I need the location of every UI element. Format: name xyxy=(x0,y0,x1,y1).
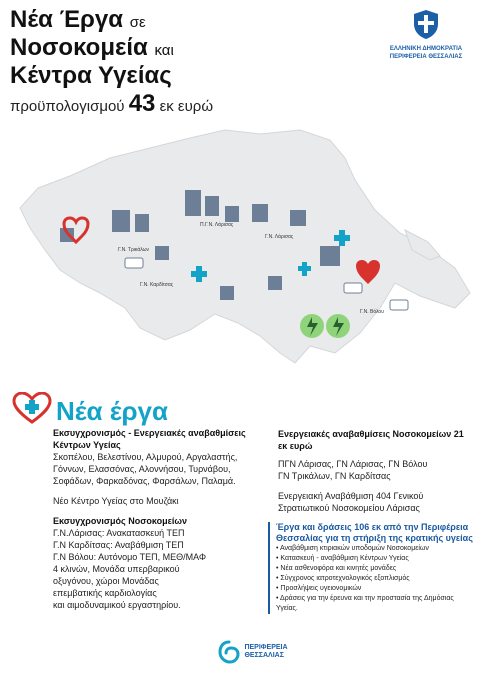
map-label-larisa: Γ.Ν. Λάρισας xyxy=(265,234,294,240)
left-heading-2: Εκσυγχρονισμός Νοσοκομείων xyxy=(53,516,187,526)
map-label-pgn: Π.Γ.Ν. Λάρισας xyxy=(200,222,234,228)
region-swirl-icon xyxy=(218,640,240,664)
right-paragraph-2: ΓΝ Τρικάλων, ΓΝ Καρδίτσας xyxy=(278,471,391,481)
budget-line: προϋπολογισμού 43 εκ ευρώ xyxy=(10,90,214,117)
title-line-1: Νέα Έργα σε xyxy=(10,6,146,33)
logo-line-2: ΠΕΡΙΦΕΡΕΙΑ ΘΕΣΣΑΛΙΑΣ xyxy=(389,54,463,60)
right-paragraph-3: Ενεργειακή Αναβάθμιση 404 Γενικού Στρατιωτικού Νοσοκομείου Λάρισας xyxy=(278,491,424,513)
left-paragraph-2: Νέο Κέντρο Υγείας στο Μουζάκι xyxy=(53,496,179,506)
left-column xyxy=(53,427,268,611)
title-line-3: Κέντρα Υγείας xyxy=(10,62,172,89)
left-line-5: οξυγόνου, χώροι Μονάδας xyxy=(53,576,159,586)
footer-line-1: ΠΕΡΙΦΕΡΕΙΑ xyxy=(244,644,288,651)
support-item: • Δράσεις για την έρευνα και την προστασία της Δημόσιας Υγείας. xyxy=(276,595,454,612)
left-line-6: επεμβατικής καρδιολογίας xyxy=(53,588,157,598)
logo-line-1: ΕΛΛΗΝΙΚΗ ΔΗΜΟΚΡΑΤΙΑ xyxy=(389,46,463,52)
title-line-2: Νοσοκομεία και xyxy=(10,34,174,61)
support-item: • Προσλήψεις υγειονομικών xyxy=(276,585,362,592)
footer-line-2: ΘΕΣΣΑΛΙΑΣ xyxy=(244,652,284,659)
left-line-7: και αιμοδυναμικού εργαστηρίου. xyxy=(53,600,181,610)
left-line-4: 4 κλινών, Μονάδα υπερβαρικού xyxy=(53,564,180,574)
greek-emblem-icon xyxy=(410,8,442,40)
support-item: • Αναβάθμιση κτιριακών υποδομών Νοσοκομείων xyxy=(276,545,429,552)
right-paragraph-1: ΠΓΝ Λάρισας, ΓΝ Λάρισας, ΓΝ Βόλου xyxy=(278,459,428,469)
left-line-3: Γ.Ν Βόλου: Αυτόνομο ΤΕΠ, ΜΕΘ/ΜΑΦ xyxy=(53,552,207,562)
left-paragraph-1: Σκοπέλου, Βελεστίνου, Αλμυρού, Αργαλαστής, Γόννων, Ελασσόνας, Αλοννήσου, Τυρνάβου, Σοφάδων, Φαρκαδόνας, Φαρσάλων, Παλαμά. xyxy=(53,452,238,486)
right-heading-1: Ενεργειακές αναβαθμίσεις Νοσοκομείων 21 εκ ευρώ xyxy=(278,429,464,451)
left-line-1: Γ.Ν.Λάρισας: Ανακατασκευή ΤΕΠ xyxy=(53,528,185,538)
right-column xyxy=(278,428,468,514)
new-works-title: Νέα έργα xyxy=(56,396,168,426)
left-line-2: Γ.Ν Καρδίτσας: Αναβάθμιση ΤΕΠ xyxy=(53,540,184,550)
support-item: • Σύγχρονος ιατροτεχνολογικός εξοπλισμός xyxy=(276,575,410,582)
map-label-trikala: Γ.Ν. Τρικάλων xyxy=(118,247,150,253)
left-heading-1: Εκσυγχρονισμός - Ενεργειακές αναβαθμίσεις Κέντρων Υγείας xyxy=(53,428,246,450)
support-item: • Κατασκευή - αναβάθμιση Κέντρων Υγείας xyxy=(276,555,409,562)
map-label-volos: Γ.Ν. Βόλου xyxy=(360,309,384,315)
region-logo xyxy=(378,8,474,61)
map-label-karditsa: Γ.Ν. Καρδίτσας xyxy=(140,282,174,288)
thessaly-map xyxy=(0,118,481,373)
footer-logo xyxy=(218,640,288,664)
support-item: • Νέα ασθενοφόρα και κινητές μονάδες xyxy=(276,565,397,572)
support-box xyxy=(268,522,476,614)
heart-cross-icon xyxy=(12,392,52,424)
support-box-heading: Έργα και δράσεις 106 εκ από την Περιφέρεια Θεσσαλίας για τη στήριξη της κρατικής υγείας xyxy=(276,522,473,543)
